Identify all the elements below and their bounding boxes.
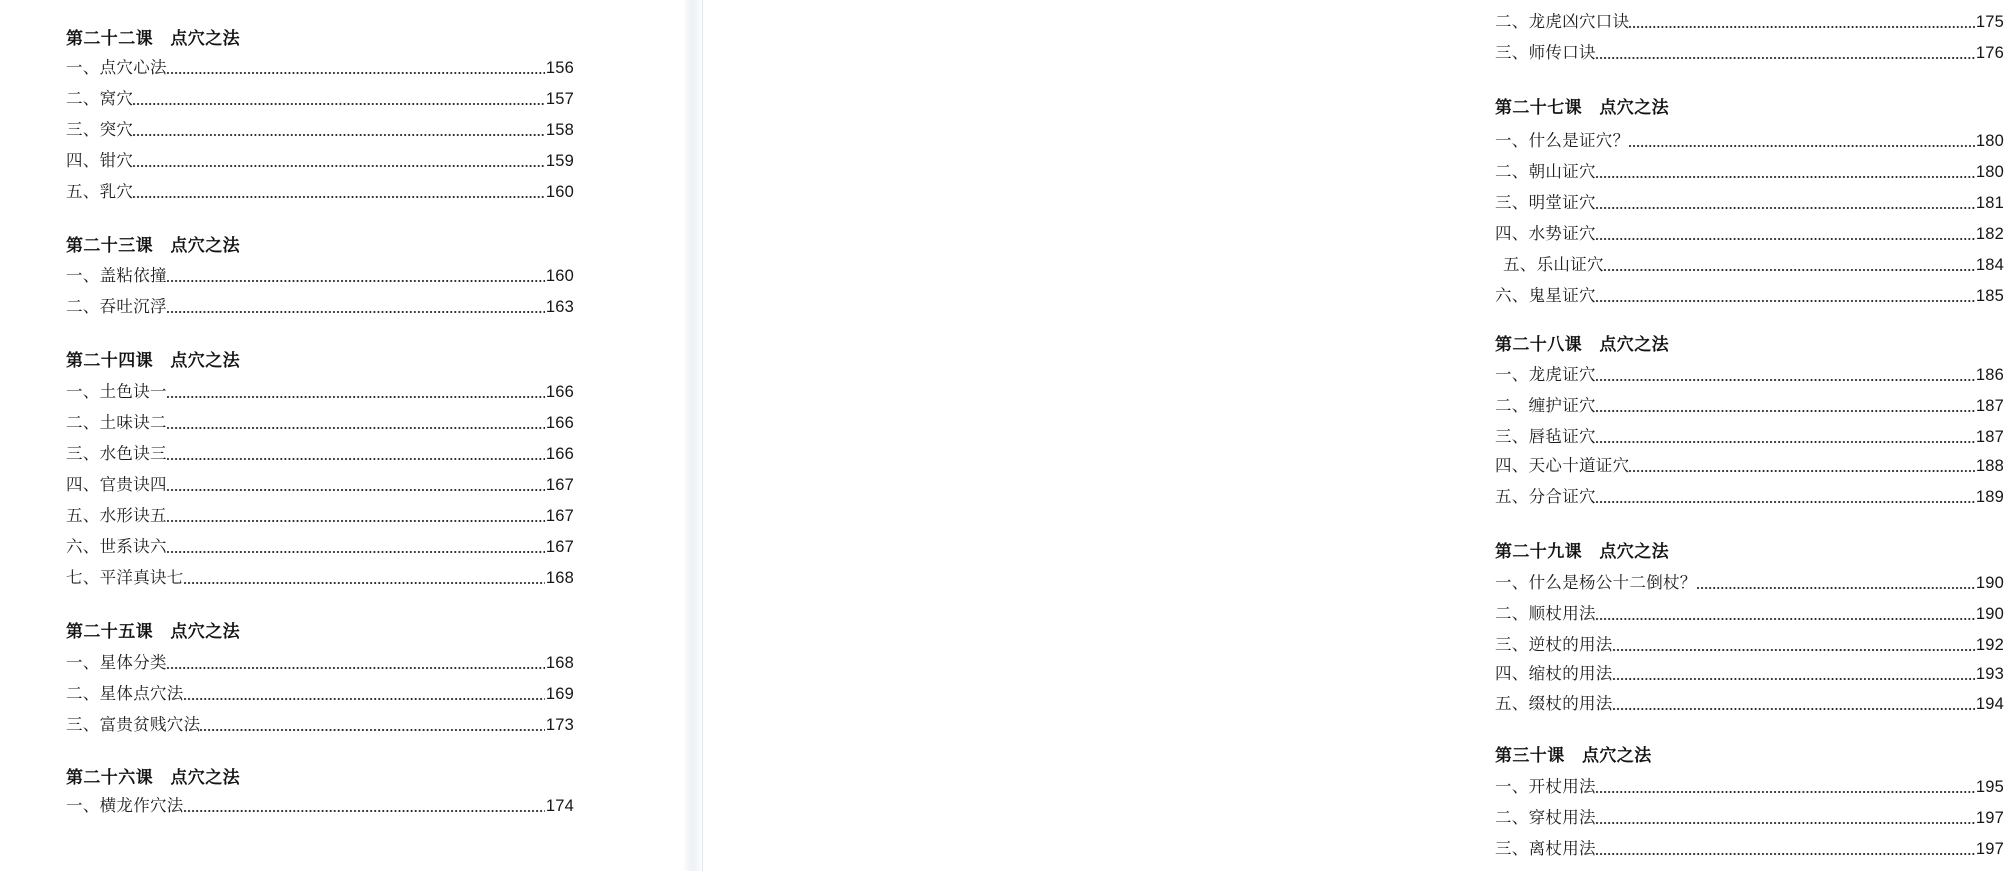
dot-leader xyxy=(1596,195,1975,212)
toc-entry[interactable] xyxy=(66,570,574,587)
dot-leader xyxy=(1596,489,1975,506)
toc-entry-page-number: 166 xyxy=(545,445,574,463)
dot-leader xyxy=(1629,14,1974,31)
toc-entry-page-number: 180 xyxy=(1975,163,2004,181)
toc-entry[interactable] xyxy=(66,153,574,170)
toc-entry-title: 六、鬼星证穴 xyxy=(1495,287,1596,305)
toc-entry[interactable] xyxy=(66,717,574,734)
toc-entry[interactable] xyxy=(1495,841,2004,858)
lesson-heading: 第二十二课 点穴之法 xyxy=(66,29,240,48)
lesson-heading: 第二十八课 点穴之法 xyxy=(1495,335,1669,354)
toc-entry-title: 二、吞吐沉浮 xyxy=(66,298,167,316)
toc-entry-title: 三、唇毡证穴 xyxy=(1495,428,1596,446)
dot-leader xyxy=(133,153,545,170)
toc-entry-page-number: 166 xyxy=(545,383,574,401)
dot-leader xyxy=(167,268,545,285)
dot-leader xyxy=(1596,164,1975,181)
lesson-heading: 第三十课 点穴之法 xyxy=(1495,746,1652,765)
toc-entry-title: 五、水形诀五 xyxy=(66,507,167,525)
toc-entry[interactable] xyxy=(66,508,574,525)
toc-entry[interactable] xyxy=(1495,606,2004,623)
toc-entry-title: 一、什么是证穴？ xyxy=(1495,132,1630,150)
toc-entry[interactable] xyxy=(66,122,574,139)
toc-entry-title: 二、龙虎凶穴口诀 xyxy=(1495,13,1630,31)
toc-entry-title: 一、横龙作穴法 xyxy=(66,797,184,815)
toc-entry-title: 五、缀杖的用法 xyxy=(1495,695,1613,713)
dot-leader xyxy=(184,798,545,815)
toc-entry[interactable] xyxy=(66,539,574,556)
toc-entry-page-number: 168 xyxy=(545,654,574,672)
toc-entry-page-number: 181 xyxy=(1975,194,2004,212)
toc-entry-page-number: 156 xyxy=(545,59,574,77)
lesson-heading: 第二十九课 点穴之法 xyxy=(1495,542,1669,561)
toc-entry-page-number: 157 xyxy=(545,90,574,108)
dot-leader xyxy=(184,686,545,703)
toc-entry[interactable] xyxy=(1495,666,2004,683)
toc-entry-title: 二、星体点穴法 xyxy=(66,685,184,703)
dot-leader xyxy=(1629,133,1974,150)
toc-entry-title: 一、什么是杨公十二倒杖？ xyxy=(1495,574,1697,592)
toc-entry[interactable] xyxy=(66,60,574,77)
dot-leader xyxy=(133,122,545,139)
toc-entry[interactable] xyxy=(66,184,574,201)
toc-entry-title: 五、乳穴 xyxy=(66,183,134,201)
dot-leader xyxy=(1596,606,1975,623)
toc-entry-title: 二、穿杖用法 xyxy=(1495,809,1596,827)
dot-leader xyxy=(1596,367,1975,384)
toc-entry-title: 三、逆杖的用法 xyxy=(1495,636,1613,654)
toc-entry-title: 二、窝穴 xyxy=(66,90,134,108)
toc-entry-title: 七、平洋真诀七 xyxy=(66,569,184,587)
toc-entry-page-number: 194 xyxy=(1975,695,2004,713)
toc-entry-title: 五、乐山证穴 xyxy=(1503,256,1604,274)
toc-entry-page-number: 197 xyxy=(1975,840,2004,858)
toc-entry[interactable] xyxy=(1495,288,2004,305)
toc-entry-page-number: 192 xyxy=(1975,636,2004,654)
dot-leader xyxy=(167,299,545,316)
dot-leader xyxy=(184,570,545,587)
toc-entry-title: 一、星体分类 xyxy=(66,654,167,672)
toc-entry-title: 三、师传口诀 xyxy=(1495,44,1596,62)
toc-entry[interactable] xyxy=(1495,133,2004,150)
toc-entry-title: 四、钳穴 xyxy=(66,152,134,170)
dot-leader xyxy=(167,60,545,77)
dot-leader xyxy=(167,446,545,463)
lesson-heading: 第二十四课 点穴之法 xyxy=(66,351,240,370)
toc-entry[interactable] xyxy=(1495,367,2004,384)
dot-leader xyxy=(133,184,545,201)
right-page xyxy=(683,0,2004,871)
toc-entry-title: 三、富贵贫贱穴法 xyxy=(66,716,201,734)
toc-entry-page-number: 160 xyxy=(545,183,574,201)
dot-leader xyxy=(1596,810,1975,827)
dot-leader xyxy=(1596,226,1975,243)
toc-entry-page-number: 167 xyxy=(545,476,574,494)
toc-entry-page-number: 186 xyxy=(1975,366,2004,384)
toc-entry-title: 三、水色诀三 xyxy=(66,445,167,463)
dot-leader xyxy=(1596,779,1975,796)
dot-leader xyxy=(1613,696,1975,713)
dot-leader xyxy=(1697,575,1975,592)
toc-entry[interactable] xyxy=(66,384,574,401)
toc-entry-page-number: 174 xyxy=(545,797,574,815)
toc-entry[interactable] xyxy=(66,91,574,108)
toc-entry-title: 三、明堂证穴 xyxy=(1495,194,1596,212)
toc-entry[interactable] xyxy=(1495,226,2004,243)
dot-leader xyxy=(1596,841,1975,858)
toc-entry[interactable] xyxy=(1495,458,2004,475)
dot-leader xyxy=(1596,398,1975,415)
toc-entry-page-number: 159 xyxy=(545,152,574,170)
toc-entry[interactable] xyxy=(1495,195,2004,212)
toc-entry[interactable] xyxy=(1495,14,2004,31)
dot-leader xyxy=(1629,458,1974,475)
dot-leader xyxy=(167,384,545,401)
toc-entry-page-number: 176 xyxy=(1975,44,2004,62)
toc-entry-title: 四、官贵诀四 xyxy=(66,476,167,494)
dot-leader xyxy=(1596,288,1975,305)
toc-entry[interactable] xyxy=(1495,696,2004,713)
toc-entry-page-number: 167 xyxy=(545,538,574,556)
toc-entry-page-number: 180 xyxy=(1975,132,2004,150)
toc-entry-title: 一、龙虎证穴 xyxy=(1495,366,1596,384)
dot-leader xyxy=(1613,637,1975,654)
toc-entry-page-number: 175 xyxy=(1975,13,2004,31)
toc-entry[interactable] xyxy=(1495,398,2004,415)
toc-entry-page-number: 168 xyxy=(545,569,574,587)
left-page xyxy=(0,0,683,871)
toc-entry[interactable] xyxy=(1495,637,2004,654)
toc-entry-title: 一、盖粘依撞 xyxy=(66,267,167,285)
dot-leader xyxy=(1613,666,1975,683)
toc-entry[interactable] xyxy=(66,477,574,494)
toc-entry-page-number: 173 xyxy=(545,716,574,734)
dot-leader xyxy=(167,539,545,556)
toc-entry-title: 一、点穴心法 xyxy=(66,59,167,77)
toc-entry-page-number: 188 xyxy=(1975,457,2004,475)
toc-entry-page-number: 193 xyxy=(1975,665,2004,683)
toc-entry-page-number: 166 xyxy=(545,414,574,432)
dot-leader xyxy=(167,477,545,494)
lesson-heading: 第二十七课 点穴之法 xyxy=(1495,98,1669,117)
toc-entry-title: 三、离杖用法 xyxy=(1495,840,1596,858)
toc-entry-page-number: 189 xyxy=(1975,488,2004,506)
toc-entry-title: 四、水势证穴 xyxy=(1495,225,1596,243)
toc-entry-title: 二、顺杖用法 xyxy=(1495,605,1596,623)
dot-leader xyxy=(133,91,545,108)
toc-entry[interactable] xyxy=(1495,45,2004,62)
toc-entry-page-number: 182 xyxy=(1975,225,2004,243)
toc-entry-title: 四、天心十道证穴 xyxy=(1495,457,1630,475)
lesson-heading: 第二十五课 点穴之法 xyxy=(66,622,240,641)
toc-entry-page-number: 160 xyxy=(545,267,574,285)
toc-entry[interactable] xyxy=(66,299,574,316)
toc-entry[interactable] xyxy=(1495,429,2004,446)
toc-entry[interactable] xyxy=(1495,810,2004,827)
toc-entry-page-number: 195 xyxy=(1975,778,2004,796)
toc-entry[interactable] xyxy=(66,798,574,815)
dot-leader xyxy=(1596,429,1975,446)
toc-entry[interactable] xyxy=(66,655,574,672)
dot-leader xyxy=(167,415,545,432)
toc-entry-title: 六、世系诀六 xyxy=(66,538,167,556)
toc-entry[interactable] xyxy=(1495,489,2004,506)
dot-leader xyxy=(167,655,545,672)
toc-entry[interactable] xyxy=(66,268,574,285)
toc-entry[interactable] xyxy=(66,446,574,463)
lesson-heading: 第二十三课 点穴之法 xyxy=(66,236,240,255)
dot-leader xyxy=(1604,257,1975,274)
toc-entry-page-number: 190 xyxy=(1975,574,2004,592)
toc-entry-title: 一、土色诀一 xyxy=(66,383,167,401)
toc-entry-page-number: 184 xyxy=(1975,256,2004,274)
toc-entry[interactable] xyxy=(66,686,574,703)
toc-entry-title: 三、突穴 xyxy=(66,121,134,139)
toc-entry-title: 二、土味诀二 xyxy=(66,414,167,432)
toc-entry-title: 二、缠护证穴 xyxy=(1495,397,1596,415)
toc-entry-page-number: 163 xyxy=(545,298,574,316)
toc-entry[interactable] xyxy=(66,415,574,432)
toc-entry-title: 二、朝山证穴 xyxy=(1495,163,1596,181)
toc-entry-page-number: 158 xyxy=(545,121,574,139)
lesson-heading: 第二十六课 点穴之法 xyxy=(66,768,240,787)
toc-entry-page-number: 187 xyxy=(1975,397,2004,415)
toc-entry-page-number: 187 xyxy=(1975,428,2004,446)
dot-leader xyxy=(200,717,544,734)
toc-entry-title: 五、分合证穴 xyxy=(1495,488,1596,506)
dot-leader xyxy=(167,508,545,525)
toc-entry[interactable] xyxy=(1495,779,2004,796)
toc-entry-page-number: 190 xyxy=(1975,605,2004,623)
toc-entry-title: 一、开杖用法 xyxy=(1495,778,1596,796)
dot-leader xyxy=(1596,45,1975,62)
toc-entry[interactable] xyxy=(1495,257,2004,274)
toc-entry-page-number: 167 xyxy=(545,507,574,525)
toc-entry-page-number: 197 xyxy=(1975,809,2004,827)
toc-entry[interactable] xyxy=(1495,164,2004,181)
toc-entry-page-number: 169 xyxy=(545,685,574,703)
toc-entry[interactable] xyxy=(1495,575,2004,592)
toc-entry-page-number: 185 xyxy=(1975,287,2004,305)
toc-entry-title: 四、缩杖的用法 xyxy=(1495,665,1613,683)
